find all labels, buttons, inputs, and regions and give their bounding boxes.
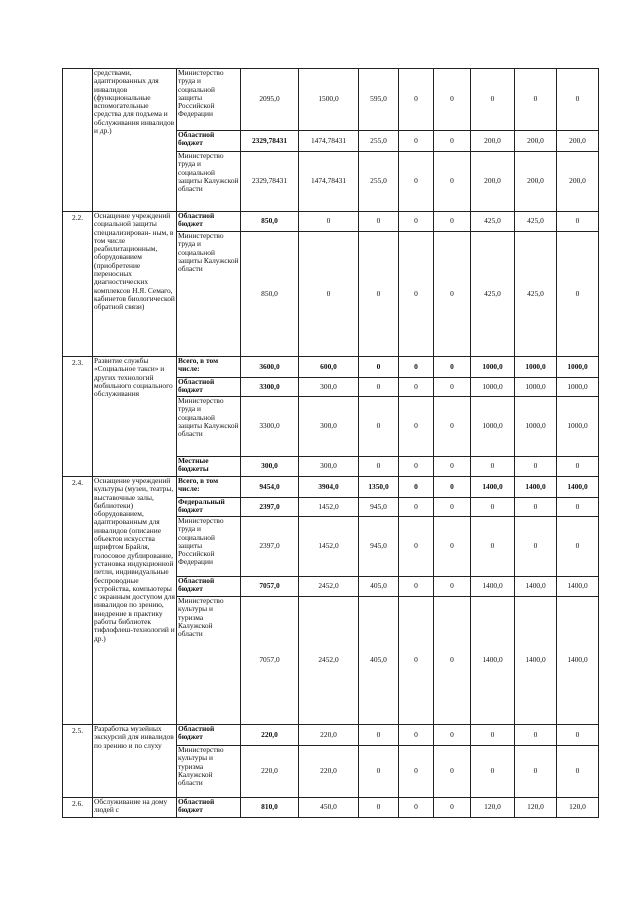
year-amount-cell: 0 <box>557 725 599 746</box>
year-amount-cell: 0 <box>399 212 434 232</box>
year-amount-cell: 0 <box>471 517 515 577</box>
year-amount-cell: 0 <box>399 397 434 457</box>
year-amount-cell: 200,0 <box>515 152 557 212</box>
year-amount-cell: 0 <box>434 232 471 357</box>
funding-source: Областной бюджет <box>177 725 241 746</box>
year-amount-cell: 1000,0 <box>557 378 599 397</box>
item-description: Разработка музейных экскурсий для инвалидов по зрению и по слуху <box>93 725 177 798</box>
year-amount-cell: 1452,0 <box>299 498 359 517</box>
year-amount-cell: 0 <box>434 498 471 517</box>
year-amount-cell: 1000,0 <box>557 397 599 457</box>
year-amount-cell: 0 <box>434 378 471 397</box>
year-amount-cell: 0 <box>434 577 471 597</box>
funding-source: Всего, в том числе: <box>177 357 241 378</box>
year-amount-cell: 0 <box>434 477 471 498</box>
year-amount-cell: 0 <box>359 746 399 798</box>
total-amount-cell: 3600,0 <box>241 357 299 378</box>
funding-source: Министерство культуры и туризма Калужской области <box>177 746 241 798</box>
total-amount-cell: 850,0 <box>241 212 299 232</box>
year-amount-cell: 0 <box>557 232 599 357</box>
table-row <box>63 798 599 818</box>
year-amount-cell: 2452,0 <box>299 597 359 725</box>
table-row <box>63 212 599 232</box>
funding-source: Федеральный бюджет <box>177 498 241 517</box>
year-amount-cell: 0 <box>557 457 599 477</box>
total-amount-cell: 850,0 <box>241 232 299 357</box>
year-amount-cell: 425,0 <box>471 232 515 357</box>
year-amount-cell: 425,0 <box>515 232 557 357</box>
funding-source: Министерство труда и социальной защиты Калужской области <box>177 152 241 212</box>
table-row <box>63 725 599 746</box>
year-amount-cell: 0 <box>359 232 399 357</box>
funding-source: Всего, в том числе: <box>177 477 241 498</box>
year-amount-cell: 255,0 <box>359 152 399 212</box>
year-amount-cell: 0 <box>434 517 471 577</box>
total-amount-cell: 220,0 <box>241 746 299 798</box>
year-amount-cell: 0 <box>359 378 399 397</box>
year-amount-cell: 0 <box>515 69 557 131</box>
year-amount-cell: 0 <box>515 517 557 577</box>
item-description: Оснащение учреждений социальной защиты специализирован- ным, в том числе реабилитационным, оборудованием (приобретение переносных диагностических комплексов Н.Я. Семаго, кабинетов биологической обратной связи) <box>93 212 177 357</box>
year-amount-cell: 3904,0 <box>299 477 359 498</box>
year-amount-cell: 200,0 <box>471 131 515 152</box>
year-amount-cell: 0 <box>471 725 515 746</box>
year-amount-cell: 255,0 <box>359 131 399 152</box>
total-amount-cell: 9454,0 <box>241 477 299 498</box>
total-amount-cell: 810,0 <box>241 798 299 818</box>
funding-source: Областной бюджет <box>177 212 241 232</box>
year-amount-cell: 0 <box>557 498 599 517</box>
year-amount-cell: 0 <box>471 457 515 477</box>
funding-source: Министерство труда и социальной защиты Калужской области <box>177 232 241 357</box>
total-amount-cell: 2329,78431 <box>241 152 299 212</box>
year-amount-cell: 1400,0 <box>471 597 515 725</box>
item-number: 2.6. <box>63 798 93 818</box>
year-amount-cell: 0 <box>399 477 434 498</box>
year-amount-cell: 1400,0 <box>515 477 557 498</box>
year-amount-cell: 1500,0 <box>299 69 359 131</box>
total-amount-cell: 2095,0 <box>241 69 299 131</box>
total-amount-cell: 7057,0 <box>241 577 299 597</box>
year-amount-cell: 1000,0 <box>515 357 557 378</box>
year-amount-cell: 0 <box>434 798 471 818</box>
year-amount-cell: 0 <box>557 69 599 131</box>
year-amount-cell: 0 <box>434 131 471 152</box>
year-amount-cell: 1400,0 <box>471 477 515 498</box>
year-amount-cell: 0 <box>471 746 515 798</box>
year-amount-cell: 0 <box>399 232 434 357</box>
item-description: Обслуживание на дому людей с <box>93 798 177 818</box>
funding-source: Местные бюджеты <box>177 457 241 477</box>
year-amount-cell: 0 <box>399 577 434 597</box>
funding-source: Областной бюджет <box>177 131 241 152</box>
year-amount-cell: 0 <box>399 457 434 477</box>
year-amount-cell: 0 <box>434 597 471 725</box>
year-amount-cell: 0 <box>557 517 599 577</box>
year-amount-cell: 405,0 <box>359 577 399 597</box>
year-amount-cell: 1000,0 <box>515 378 557 397</box>
year-amount-cell: 120,0 <box>557 798 599 818</box>
year-amount-cell: 945,0 <box>359 517 399 577</box>
total-amount-cell: 2397,0 <box>241 517 299 577</box>
year-amount-cell: 0 <box>399 517 434 577</box>
year-amount-cell: 0 <box>359 725 399 746</box>
year-amount-cell: 0 <box>434 69 471 131</box>
year-amount-cell: 0 <box>359 212 399 232</box>
year-amount-cell: 1474,78431 <box>299 152 359 212</box>
year-amount-cell: 200,0 <box>557 131 599 152</box>
item-number: 2.4. <box>63 477 93 725</box>
year-amount-cell: 945,0 <box>359 498 399 517</box>
year-amount-cell: 1452,0 <box>299 517 359 577</box>
item-number: 2.5. <box>63 725 93 798</box>
year-amount-cell: 1400,0 <box>515 577 557 597</box>
funding-source: Министерство труда и социальной защиты Российской Федерации <box>177 69 241 131</box>
year-amount-cell: 0 <box>399 597 434 725</box>
year-amount-cell: 600,0 <box>299 357 359 378</box>
year-amount-cell: 0 <box>359 397 399 457</box>
total-amount-cell: 220,0 <box>241 725 299 746</box>
year-amount-cell: 0 <box>359 457 399 477</box>
year-amount-cell: 220,0 <box>299 725 359 746</box>
year-amount-cell: 0 <box>557 746 599 798</box>
year-amount-cell: 1000,0 <box>557 357 599 378</box>
year-amount-cell: 0 <box>299 232 359 357</box>
year-amount-cell: 0 <box>399 69 434 131</box>
year-amount-cell: 0 <box>399 498 434 517</box>
year-amount-cell: 1000,0 <box>471 378 515 397</box>
year-amount-cell: 1400,0 <box>557 477 599 498</box>
year-amount-cell: 200,0 <box>557 152 599 212</box>
year-amount-cell: 0 <box>515 746 557 798</box>
total-amount-cell: 2329,78431 <box>241 131 299 152</box>
year-amount-cell: 0 <box>399 152 434 212</box>
year-amount-cell: 425,0 <box>471 212 515 232</box>
funding-source: Министерство труда и социальной защиты Российской Федерации <box>177 517 241 577</box>
funding-source: Областной бюджет <box>177 378 241 397</box>
item-description: Развитие службы «Социальное такси» и других технологий мобильного социального обслуживания <box>93 357 177 477</box>
item-number: 2.3. <box>63 357 93 477</box>
year-amount-cell: 1400,0 <box>557 597 599 725</box>
year-amount-cell: 0 <box>434 152 471 212</box>
year-amount-cell: 0 <box>471 69 515 131</box>
year-amount-cell: 2452,0 <box>299 577 359 597</box>
year-amount-cell: 0 <box>359 357 399 378</box>
table-row <box>63 357 599 378</box>
year-amount-cell: 200,0 <box>471 152 515 212</box>
year-amount-cell: 0 <box>399 725 434 746</box>
year-amount-cell: 0 <box>299 212 359 232</box>
table-row <box>63 69 599 131</box>
year-amount-cell: 0 <box>434 357 471 378</box>
year-amount-cell: 1400,0 <box>515 597 557 725</box>
year-amount-cell: 425,0 <box>515 212 557 232</box>
year-amount-cell: 0 <box>515 457 557 477</box>
year-amount-cell: 0 <box>471 498 515 517</box>
year-amount-cell: 0 <box>399 131 434 152</box>
total-amount-cell: 3300,0 <box>241 397 299 457</box>
year-amount-cell: 200,0 <box>515 131 557 152</box>
year-amount-cell: 300,0 <box>299 378 359 397</box>
year-amount-cell: 0 <box>515 498 557 517</box>
year-amount-cell: 0 <box>399 378 434 397</box>
total-amount-cell: 3300,0 <box>241 378 299 397</box>
item-number: 2.2. <box>63 212 93 357</box>
year-amount-cell: 1000,0 <box>471 397 515 457</box>
year-amount-cell: 120,0 <box>515 798 557 818</box>
year-amount-cell: 1400,0 <box>557 577 599 597</box>
year-amount-cell: 1000,0 <box>515 397 557 457</box>
year-amount-cell: 300,0 <box>299 457 359 477</box>
year-amount-cell: 220,0 <box>299 746 359 798</box>
year-amount-cell: 1000,0 <box>471 357 515 378</box>
year-amount-cell: 300,0 <box>299 397 359 457</box>
year-amount-cell: 0 <box>434 397 471 457</box>
total-amount-cell: 7057,0 <box>241 597 299 725</box>
year-amount-cell: 1400,0 <box>471 577 515 597</box>
total-amount-cell: 300,0 <box>241 457 299 477</box>
table-row <box>63 477 599 498</box>
year-amount-cell: 450,0 <box>299 798 359 818</box>
year-amount-cell: 0 <box>515 725 557 746</box>
year-amount-cell: 0 <box>359 798 399 818</box>
item-description: средствами, адаптированных для инвалидов (функциональные вспомогательные средства для подъема и обслуживания инвалидов и др.) <box>93 69 177 212</box>
year-amount-cell: 0 <box>434 212 471 232</box>
year-amount-cell: 0 <box>399 746 434 798</box>
year-amount-cell: 1350,0 <box>359 477 399 498</box>
item-description: Оснащение учреждений культуры (музеи, театры, выставочные залы, библиотеки) оборудованием, адаптированным для инвалидов (описание объектов искусства шрифтом Брайля, голосовое дублирование, установка индукционной петли, индивидуальные беспроводные устройства, компьютеры с экранным доступом для инвалидов по зрению, внедрение в практику работы библиотек тифлофлеш-технологий и др.) <box>93 477 177 725</box>
year-amount-cell: 0 <box>434 457 471 477</box>
funding-source: Министерство культуры и туризма Калужской области <box>177 597 241 725</box>
item-number <box>63 69 93 212</box>
year-amount-cell: 405,0 <box>359 597 399 725</box>
funding-source: Областной бюджет <box>177 798 241 818</box>
year-amount-cell: 1474,78431 <box>299 131 359 152</box>
year-amount-cell: 0 <box>434 746 471 798</box>
year-amount-cell: 0 <box>399 798 434 818</box>
year-amount-cell: 0 <box>557 212 599 232</box>
funding-source: Областной бюджет <box>177 577 241 597</box>
total-amount-cell: 2397,0 <box>241 498 299 517</box>
funding-source: Министерство труда и социальной защиты Калужской области <box>177 397 241 457</box>
budget-table <box>62 68 599 818</box>
year-amount-cell: 120,0 <box>471 798 515 818</box>
year-amount-cell: 0 <box>399 357 434 378</box>
year-amount-cell: 595,0 <box>359 69 399 131</box>
year-amount-cell: 0 <box>434 725 471 746</box>
